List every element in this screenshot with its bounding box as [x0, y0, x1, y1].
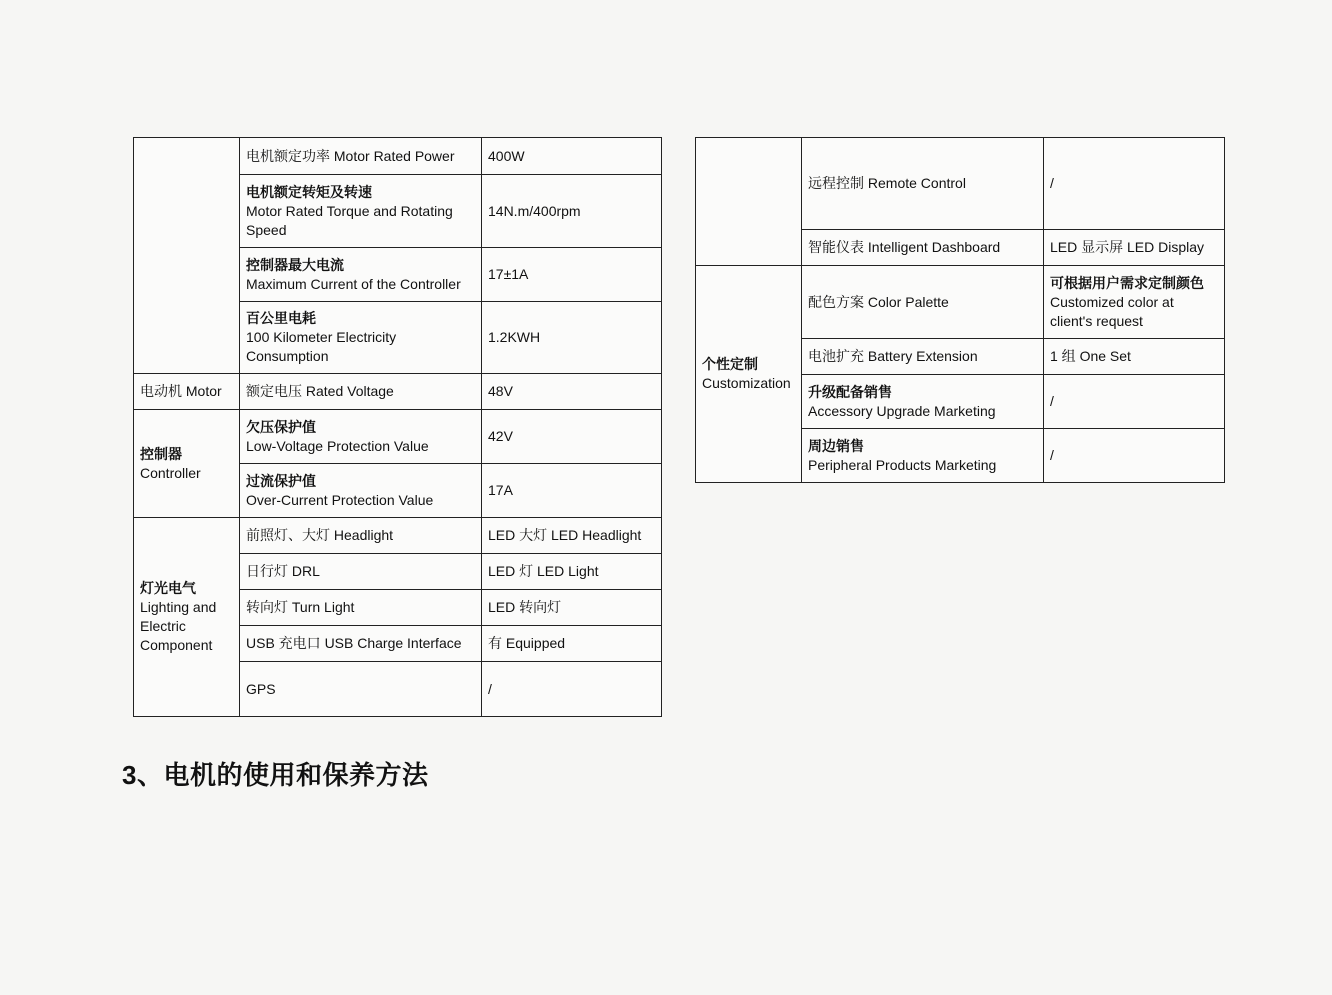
item-cell	[240, 138, 482, 175]
item-line: 百公里电耗	[246, 310, 316, 326]
value-cell	[1044, 375, 1225, 429]
item-line: 升级配备销售	[808, 383, 892, 400]
section-heading: 3、电机的使用和保养方法	[122, 760, 429, 790]
table-row	[134, 518, 662, 554]
item-cell	[802, 429, 1044, 483]
value-line: 42V	[488, 428, 513, 444]
category-cell-motor	[134, 374, 240, 410]
value-line: LED 灯 LED Light	[488, 563, 599, 579]
value-cell	[482, 662, 662, 717]
item-cell	[802, 375, 1044, 429]
table-row	[696, 138, 1225, 230]
value-cell	[482, 590, 662, 626]
category-cell-lighting	[134, 518, 240, 717]
item-line: USB 充电口 USB Charge Interface	[246, 635, 462, 651]
item-line: Maximum Current of the Controller	[246, 275, 461, 292]
value-cell	[482, 374, 662, 410]
item-cell	[240, 518, 482, 554]
value-cell	[1044, 266, 1225, 339]
item-line: 电池扩充 Battery Extension	[808, 348, 978, 364]
value-line: Customized color at	[1050, 293, 1174, 310]
category-cell-customization	[696, 266, 802, 483]
item-cell	[240, 464, 482, 518]
category-label: Customization	[702, 375, 791, 391]
category-label: Lighting and	[140, 599, 217, 615]
item-cell	[240, 374, 482, 410]
item-line: 配色方案 Color Palette	[808, 293, 949, 310]
motor-spec-table	[133, 137, 662, 717]
category-label: 电动机 Motor	[140, 383, 222, 399]
value-cell	[482, 138, 662, 175]
item-cell	[240, 302, 482, 374]
category-label: 控制器	[140, 445, 182, 462]
item-cell	[802, 339, 1044, 375]
item-cell	[240, 590, 482, 626]
item-line: 日行灯 DRL	[246, 563, 320, 579]
value-line: LED 显示屏 LED Display	[1050, 239, 1205, 255]
item-line: 100 Kilometer Electricity	[246, 329, 397, 345]
item-line: 前照灯、大灯 Headlight	[246, 527, 394, 543]
item-line: Motor Rated Torque and Rotating	[246, 202, 453, 219]
table-row	[134, 138, 662, 175]
item-line: 转向灯 Turn Light	[246, 599, 355, 615]
category-label: Component	[140, 637, 213, 653]
item-line: 额定电压 Rated Voltage	[246, 383, 394, 399]
value-line: 17A	[488, 482, 513, 498]
item-cell	[240, 410, 482, 464]
item-line: Over-Current Protection Value	[246, 491, 434, 508]
item-line: 电机额定功率 Motor Rated Power	[246, 147, 455, 164]
item-line: 过流保护值	[246, 472, 316, 489]
value-cell	[482, 248, 662, 302]
item-line: 控制器最大电流	[246, 256, 344, 273]
item-cell	[802, 266, 1044, 339]
value-line: LED 转向灯	[488, 599, 562, 615]
value-line: client's request	[1050, 312, 1143, 329]
item-cell	[802, 138, 1044, 230]
item-line: Low-Voltage Protection Value	[246, 437, 429, 454]
item-line: GPS	[246, 680, 276, 697]
item-line: Consumption	[246, 348, 329, 364]
category-cell-empty	[696, 138, 802, 266]
value-cell	[482, 554, 662, 590]
category-label: Electric	[140, 618, 186, 634]
item-cell	[240, 175, 482, 248]
value-line: LED 大灯 LED Headlight	[488, 527, 642, 543]
value-cell	[482, 175, 662, 248]
value-cell	[482, 464, 662, 518]
value-line: 17±1A	[488, 266, 529, 282]
item-cell	[240, 626, 482, 662]
value-line: /	[488, 680, 492, 697]
item-line: 远程控制 Remote Control	[808, 175, 966, 191]
table-row	[134, 374, 662, 410]
value-line: 可根据用户需求定制颜色	[1050, 274, 1204, 291]
value-cell	[482, 626, 662, 662]
item-line: Peripheral Products Marketing	[808, 456, 997, 473]
category-cell-empty	[134, 138, 240, 374]
item-line: Speed	[246, 221, 287, 238]
value-cell	[1044, 230, 1225, 266]
value-cell	[482, 302, 662, 374]
item-line: 智能仪表 Intelligent Dashboard	[808, 239, 1001, 255]
item-cell	[240, 662, 482, 717]
item-cell	[240, 248, 482, 302]
category-label: 个性定制	[702, 356, 758, 372]
customization-table	[695, 137, 1225, 483]
item-line: Accessory Upgrade Marketing	[808, 402, 996, 419]
value-line: /	[1050, 393, 1054, 409]
value-line: 1 组 One Set	[1050, 348, 1131, 364]
table-row	[134, 410, 662, 464]
value-line: /	[1050, 447, 1054, 463]
value-line: 14N.m/400rpm	[488, 202, 581, 219]
value-cell	[482, 410, 662, 464]
item-cell	[240, 554, 482, 590]
value-line: /	[1050, 175, 1054, 191]
table-row	[696, 266, 1225, 339]
item-line: 欠压保护值	[246, 418, 316, 435]
item-line: 电机额定转矩及转速	[246, 183, 372, 200]
value-cell	[1044, 339, 1225, 375]
value-line: 400W	[488, 147, 525, 164]
item-line: 周边销售	[808, 437, 864, 454]
value-cell	[1044, 429, 1225, 483]
value-line: 有 Equipped	[488, 635, 566, 651]
category-cell-controller	[134, 410, 240, 518]
value-cell	[1044, 138, 1225, 230]
value-line: 48V	[488, 383, 513, 399]
category-label: Controller	[140, 464, 201, 481]
value-cell	[482, 518, 662, 554]
category-label: 灯光电气	[140, 580, 196, 596]
item-cell	[802, 230, 1044, 266]
value-line: 1.2KWH	[488, 329, 541, 345]
